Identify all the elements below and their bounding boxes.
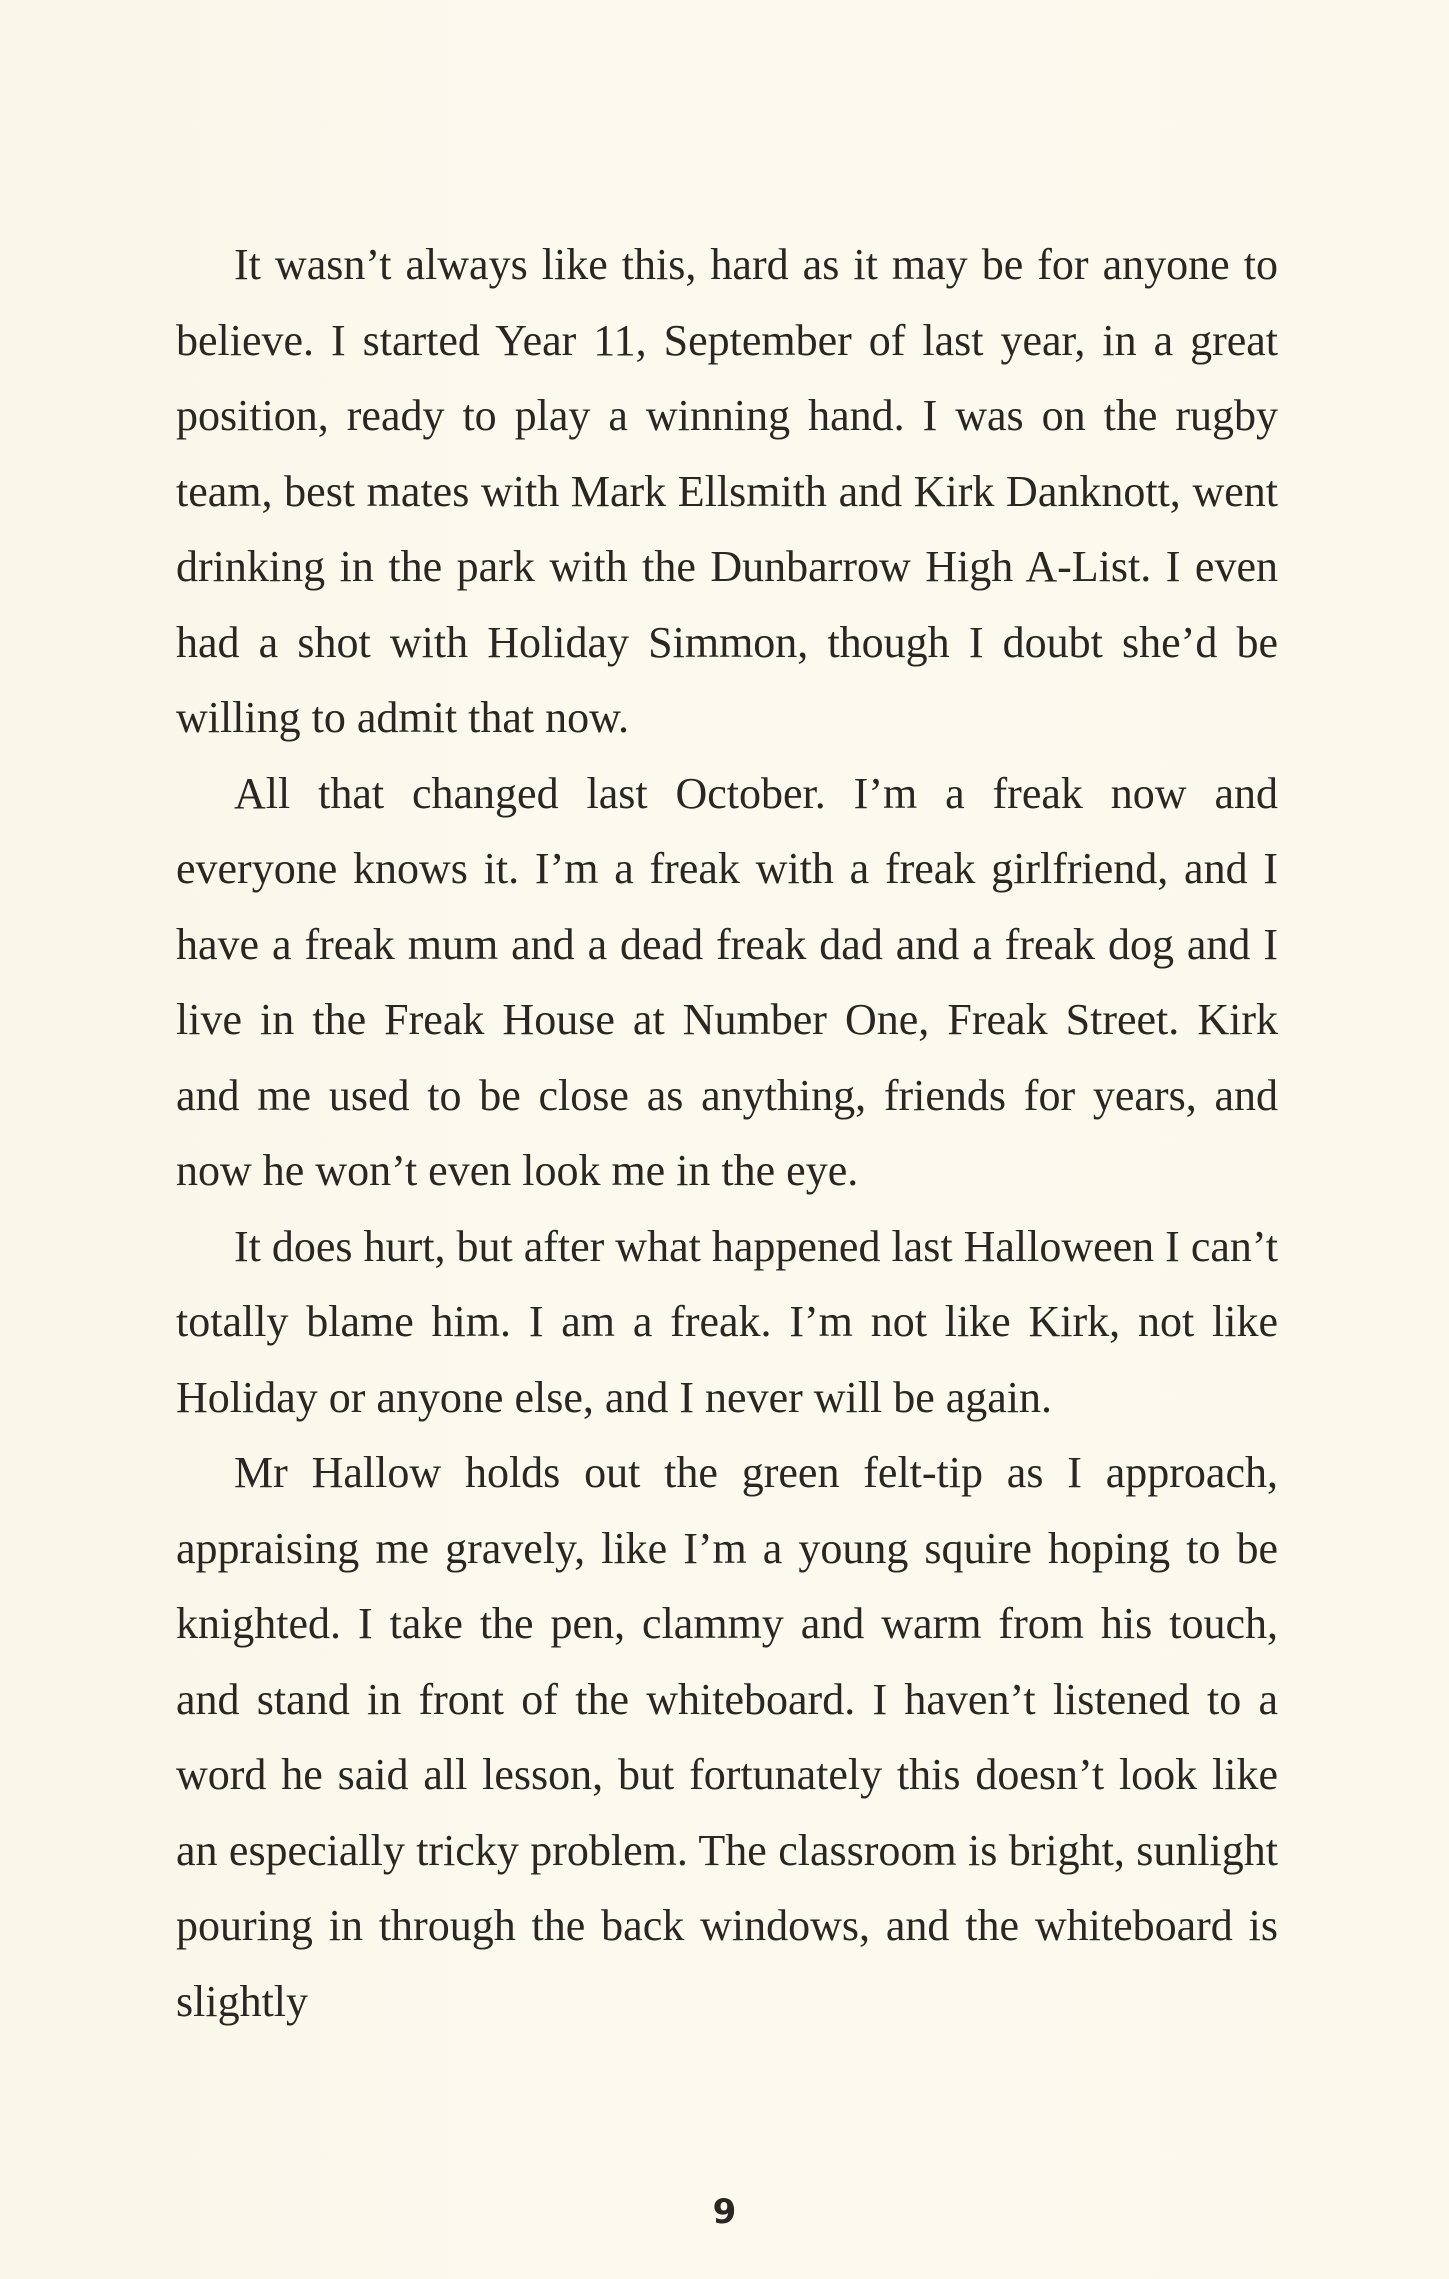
body-text bbox=[176, 227, 1278, 2039]
paragraph-1: It wasn’t always like this, hard as it may be for anyone to believe. I started Year 11, September of last year, in a great position, ready to play a winning hand. I was on the rugby team, best mates with Mark Ellsmith and Kirk Danknott, went drinking in the park with the Dunbarrow High A-List. I even had a shot with Holiday Simmon, though I doubt she’d be willing to admit that now. bbox=[176, 240, 1278, 742]
page-number: 9 bbox=[712, 2192, 737, 2232]
paragraph-2: All that changed last October. I’m a freak now and everyone knows it. I’m a freak with a freak girlfriend, and I have a freak mum and a dead freak dad and a freak dog and I live in the Freak House at Number One, Freak Street. Kirk and me used to be close as anything, friends for years, and now he won’t even look me in the eye. bbox=[176, 768, 1278, 1195]
paragraph-3: It does hurt, but after what happened last Halloween I can’t totally blame him. I am a freak. I’m not like Kirk, not like Holiday or anyone else, and I never will be again. bbox=[176, 1221, 1278, 1422]
paragraph-4: Mr Hallow holds out the green felt-tip as I approach, appraising me gravely, like I’m a young squire hoping to be knighted. I take the pen, clammy and warm from his touch, and stand in front of the whiteboard. I haven’t listened to a word he said all lesson, but fortunately this doesn’t look like an especially tricky problem. The classroom is bright, sunlight pouring in through the back windows, and the whiteboard is slightly bbox=[176, 1448, 1278, 2026]
